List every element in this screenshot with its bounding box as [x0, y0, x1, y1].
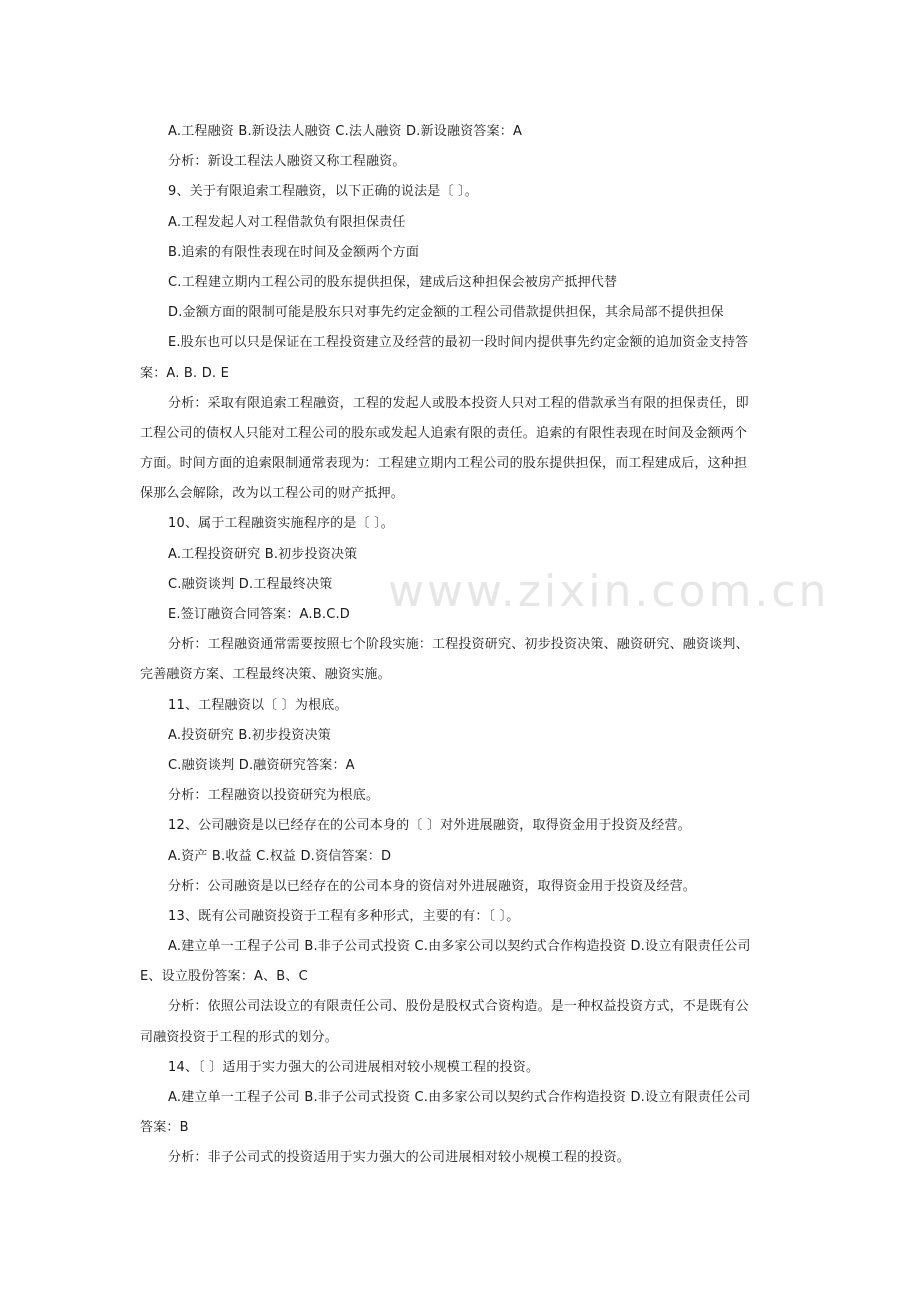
option-line: B.追索的有限性表现在时间及金额两个方面: [168, 244, 420, 260]
option-line: C.融资谈判 D.工程最终决策: [168, 576, 333, 592]
question-12: 12、公司融资是以已经存在的公司本身的〔 〕对外进展融资，取得资金用于投资及经营。: [168, 818, 691, 834]
analysis-line: 分析：工程融资通常需要按照七个阶段实施：工程投资研究、初步投资决策、融资研究、融资谈判、: [168, 637, 749, 653]
analysis-line: 分析：公司融资是以已经存在的公司本身的资信对外进展融资，取得资金用于投资及经营。: [168, 878, 697, 894]
text-line: A.工程融资 B.新设法人融资 C.法人融资 D.新设融资答案：A: [168, 124, 523, 139]
answer-line: C.融资谈判 D.融资研究答案：A: [168, 757, 355, 773]
option-line: A.工程发起人对工程借款负有限担保责任: [168, 214, 406, 230]
analysis-line: 分析：工程融资以投资研究为根底。: [168, 788, 380, 804]
option-line: C.工程建立期内工程公司的股东提供担保，建成后这种担保会被房产抵押代替: [168, 274, 618, 290]
analysis-line: 司融资投资于工程的形式的划分。: [140, 1029, 339, 1045]
analysis-line: 保那么会解除，改为以工程公司的财产抵押。: [140, 486, 405, 502]
answer-line: E、设立股份答案：A、B、C: [140, 969, 308, 985]
option-line: A.工程投资研究 B.初步投资决策: [168, 546, 358, 562]
question-14: 14、〔 〕适用于实力强大的公司进展相对较小规模工程的投资。: [168, 1059, 540, 1075]
answer-line: E.签订融资合同答案：A.B.C.D: [168, 607, 351, 622]
analysis-line: 分析：依照公司法设立的有限责任公司、股份是股权式合资构造。是一种权益投资方式，不是既有公: [168, 999, 749, 1015]
question-13: 13、既有公司融资投资于工程有多种形式，主要的有：〔 〕。: [168, 908, 520, 924]
question-9: 9、关于有限追索工程融资，以下正确的说法是〔 〕。: [168, 184, 478, 200]
analysis-line: 工程公司的债权人只能对工程公司的股东或发起人追索有限的责任。追索的有限性表现在时间及金额两个: [140, 425, 748, 441]
answer-line: A.资产 B.收益 C.权益 D.资信答案：D: [168, 848, 392, 864]
text-line: 分析：新设工程法人融资又称工程融资。: [168, 154, 406, 170]
option-line: E.股东也可以只是保证在工程投资建立及经营的最初一段时间内提供事先约定金额的追加资金支持答: [168, 335, 749, 351]
analysis-line: 方面。时间方面的追索限制通常表现为：工程建立期内工程公司的股东提供担保，而工程建成后，这种担: [140, 456, 748, 472]
document-body: [140, 117, 784, 1174]
option-line: A.投资研究 B.初步投资决策: [168, 727, 331, 743]
answer-line: 案：A. B. D. E: [140, 365, 230, 381]
option-line: A.建立单一工程子公司 B.非子公司式投资 C.由多家公司以契约式合作构造投资 D.设立有限责任公司: [168, 1090, 751, 1105]
question-10: 10、属于工程融资实施程序的是〔 〕。: [168, 516, 394, 532]
analysis-line: 完善融资方案、工程最终决策、融资实施。: [140, 667, 391, 683]
option-line: A.建立单一工程子公司 B.非子公司式投资 C.由多家公司以契约式合作构造投资 D.设立有限责任公司: [168, 939, 751, 955]
watermark: www.zixin.com.cn: [388, 566, 830, 617]
analysis-line: 分析：采取有限追索工程融资，工程的发起人或股本投资人只对工程的借款承当有限的担保责任，即: [168, 395, 749, 411]
answer-line: 答案：B: [140, 1120, 189, 1136]
analysis-line: 分析：非子公司式的投资适用于实力强大的公司进展相对较小规模工程的投资。: [168, 1150, 631, 1166]
option-line: D.金额方面的限制可能是股东只对事先约定金额的工程公司借款提供担保，其余局部不提供担保: [168, 305, 724, 321]
question-11: 11、工程融资以〔 〕为根底。: [168, 697, 348, 713]
